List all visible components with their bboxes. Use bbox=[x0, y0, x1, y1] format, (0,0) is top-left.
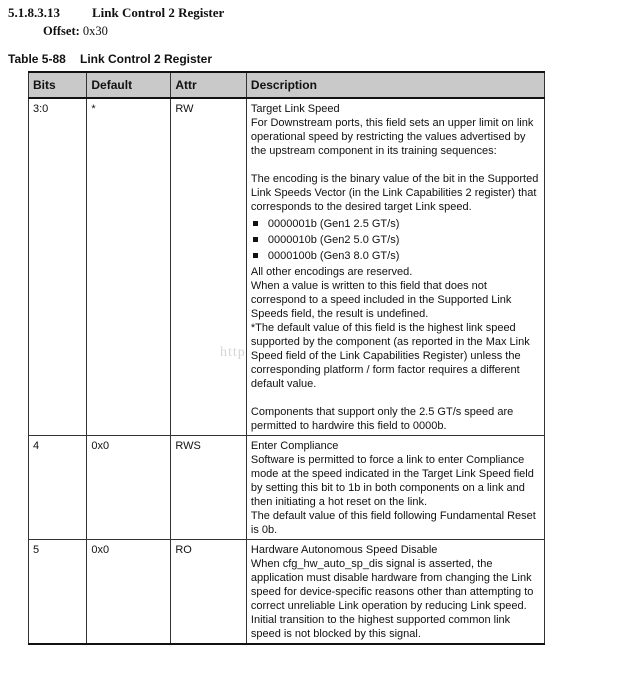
description-text: *The default value of this field is the highest link speed supported by the component (as reported in the Max Link Speed field of the Link Capabilities Register) unless the corresponding platform / form factor requires a different default value. bbox=[250, 322, 530, 390]
section-heading bbox=[8, 5, 224, 21]
cell-default: 0x0 bbox=[87, 436, 171, 540]
table-title: Link Control 2 Register bbox=[80, 52, 213, 66]
cell-description bbox=[246, 98, 544, 436]
list-item: 0000001b (Gen1 2.5 GT/s) bbox=[251, 217, 541, 231]
watermark-text: http bbox=[220, 345, 246, 360]
section-title: Link Control 2 Register bbox=[92, 5, 225, 20]
description-text: The default value of this field following Fundamental Reset is 0b. bbox=[250, 510, 536, 536]
offset-value: 0x30 bbox=[82, 24, 108, 38]
list-item: 0000010b (Gen2 5.0 GT/s) bbox=[251, 233, 541, 247]
description-text: Software is permitted to force a link to enter Compliance mode at the speed indicated in the Target Link Speed field by setting this bit to 1b in both components on a link and then initiating a hot reset on the link. bbox=[250, 454, 534, 508]
col-attr: Attr bbox=[171, 72, 247, 98]
cell-default: 0x0 bbox=[87, 540, 171, 645]
cell-bits: 3:0 bbox=[29, 98, 87, 436]
cell-description bbox=[246, 436, 544, 540]
table-header-row bbox=[29, 72, 545, 98]
description-text: Components that support only the 2.5 GT/s speed are permitted to hardwire this field to 0000b. bbox=[250, 406, 514, 432]
col-default: Default bbox=[87, 72, 171, 98]
field-title: Target Link Speed bbox=[250, 103, 340, 115]
description-text: When a value is written to this field that does not correspond to a speed included in the Supported Link Speeds field, the result is undefined. bbox=[250, 280, 512, 320]
offset-label: Offset: bbox=[43, 24, 80, 38]
description-text: All other encodings are reserved. bbox=[250, 266, 413, 278]
field-title: Enter Compliance bbox=[250, 440, 339, 452]
field-title: Hardware Autonomous Speed Disable bbox=[250, 544, 438, 556]
cell-description bbox=[246, 540, 544, 645]
table-row bbox=[29, 98, 545, 436]
section-number: 5.1.8.3.13 bbox=[8, 5, 60, 20]
cell-attr: RO bbox=[171, 540, 247, 645]
table-caption bbox=[8, 52, 212, 66]
col-bits: Bits bbox=[29, 72, 87, 98]
description-text: When cfg_hw_auto_sp_dis signal is asserted, the application must disable hardware from changing the Link speed for device-specific reasons other than attempting to correct unreliable Link operation by reducing Link speed. Initial transition to the highest supported common link speed is not blocked by this signal. bbox=[250, 558, 534, 640]
register-table bbox=[28, 71, 545, 645]
table-row bbox=[29, 436, 545, 540]
col-description: Description bbox=[246, 72, 544, 98]
offset-line bbox=[43, 24, 108, 39]
table-row bbox=[29, 540, 545, 645]
list-item: 0000100b (Gen3 8.0 GT/s) bbox=[251, 249, 541, 263]
encoding-list bbox=[251, 217, 541, 263]
table-number: Table 5-88 bbox=[8, 52, 66, 66]
cell-bits: 5 bbox=[29, 540, 87, 645]
description-text: The encoding is the binary value of the bit in the Supported Link Speeds Vector (in the Link Capabilities 2 register) that corresponds to the desired target Link speed. bbox=[250, 173, 539, 213]
description-text: For Downstream ports, this field sets an upper limit on link operational speed by restricting the values advertised by the upstream component in its training sequences: bbox=[250, 117, 534, 157]
cell-bits: 4 bbox=[29, 436, 87, 540]
cell-attr: RW bbox=[171, 98, 247, 436]
cell-attr: RWS bbox=[171, 436, 247, 540]
cell-default: * bbox=[87, 98, 171, 436]
